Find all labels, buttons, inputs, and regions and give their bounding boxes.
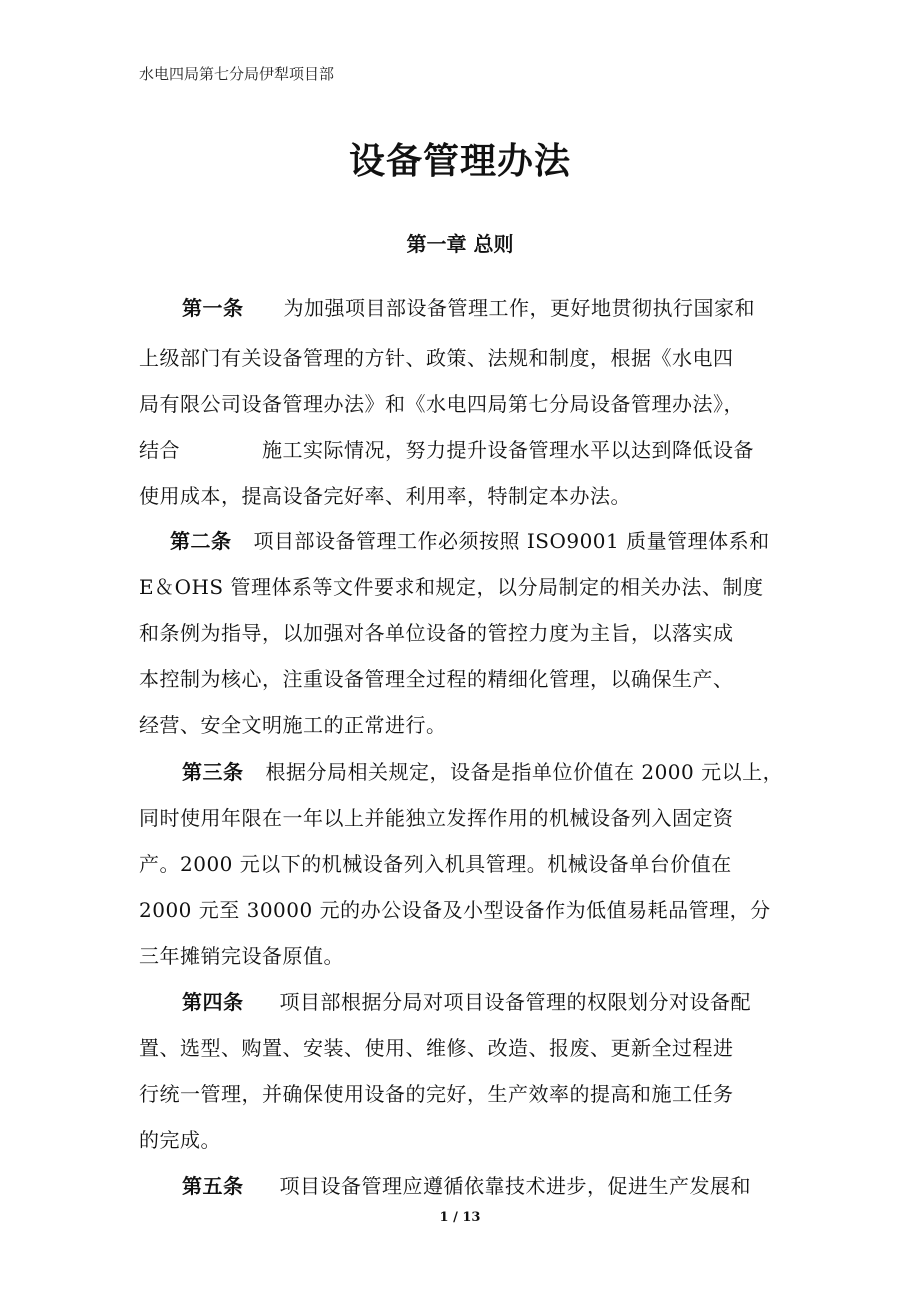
document-title: 设备管理办法: [348, 140, 571, 182]
article-line: 和条例为指导，以加强对各单位设备的管控力度为主旨，以落实成: [139, 621, 734, 645]
article-text: 结合: [139, 438, 180, 462]
page-number: 1 / 13: [439, 1210, 481, 1225]
article-line: 局有限公司设备管理办法》和《水电四局第七分局设备管理办法》，: [139, 392, 744, 416]
article-text: 项目设备管理应遵循依靠技术进步，促进生产发展和: [279, 1174, 751, 1198]
article-line: E＆OHS 管理体系等文件要求和规定，以分局制定的相关办法、制度: [139, 575, 764, 599]
article-line: 使用成本，提高设备完好率、利用率，特制定本办法。: [139, 484, 631, 508]
article-text: 项目部根据分局对项目设备管理的权限划分对设备配: [279, 990, 751, 1014]
article-text: 施工实际情况，努力提升设备管理水平以达到降低设备: [262, 438, 754, 462]
article-line: 置、选型、购置、安装、使用、维修、改造、报废、更新全过程进: [139, 1036, 734, 1060]
article-line: 同时使用年限在一年以上并能独立发挥作用的机械设备列入固定资: [139, 806, 734, 830]
article-label: 第五条: [182, 1174, 244, 1198]
chapter-heading: 第一章 总则: [406, 232, 514, 256]
article-line: 本控制为核心，注重设备管理全过程的精细化管理，以确保生产、: [139, 667, 734, 691]
article-2-first-line: [170, 525, 770, 554]
article-line: 产。2000 元以下的机械设备列入机具管理。机械设备单台价值在: [139, 852, 732, 876]
article-line: [139, 434, 754, 463]
article-line: 三年摊销完设备原值。: [139, 944, 344, 968]
article-line: 行统一管理，并确保使用设备的完好，生产效率的提高和施工任务: [139, 1082, 734, 1106]
article-line: 2000 元至 30000 元的办公设备及小型设备作为低值易耗品管理，分: [139, 898, 771, 922]
article-1-first-line: [182, 292, 755, 321]
article-3-first-line: [182, 756, 783, 785]
article-label: 第三条: [182, 760, 244, 784]
article-label: 第二条: [170, 529, 232, 553]
article-text: 为加强项目部设备管理工作，更好地贯彻执行国家和: [283, 296, 755, 320]
article-line: 上级部门有关设备管理的方针、政策、法规和制度，根据《水电四: [139, 346, 734, 370]
article-text: 项目部设备管理工作必须按照 ISO9001 质量管理体系和: [253, 529, 770, 553]
article-line: 经营、安全文明施工的正常进行。: [139, 713, 447, 737]
article-label: 第四条: [182, 990, 244, 1014]
article-line: 的完成。: [139, 1128, 221, 1152]
article-label: 第一条: [182, 296, 244, 320]
article-text: 根据分局相关规定，设备是指单位价值在 2000 元以上，: [265, 760, 784, 784]
article-4-first-line: [182, 986, 751, 1015]
page-header: 水电四局第七分局伊犁项目部: [139, 65, 335, 83]
article-5-first-line: [182, 1170, 751, 1199]
